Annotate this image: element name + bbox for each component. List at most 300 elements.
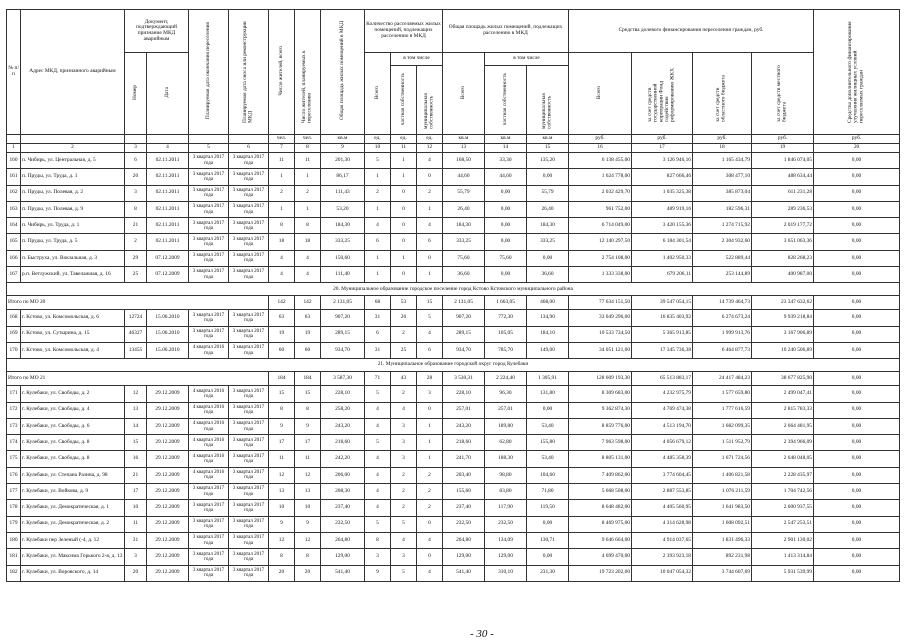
table-cell: 111,40: [321, 267, 365, 283]
total-cell: 128 609 193,30: [569, 372, 632, 386]
table-cell: 26,40: [443, 201, 485, 217]
table-cell: 0: [417, 516, 443, 532]
table-cell: 1: [269, 169, 295, 185]
table-cell: 1: [269, 201, 295, 217]
table-cell: 961 752,00: [569, 201, 632, 217]
table-cell: 0,00: [814, 516, 900, 532]
table-cell: 4: [365, 418, 391, 434]
table-cell: 12724: [125, 310, 147, 326]
table-cell: 130,71: [527, 532, 569, 548]
table-cell: 2 032 429,70: [569, 185, 632, 201]
table-cell: 1 035 325,38: [632, 185, 693, 201]
table-cell: 1: [295, 201, 321, 217]
table-cell: 0,00: [814, 185, 900, 201]
table-cell: 31: [365, 310, 391, 326]
table-cell: 3 квартал 2017 года: [229, 153, 269, 169]
table-cell: 679 206,11: [632, 267, 693, 283]
table-cell: 12: [269, 467, 295, 483]
table-cell: 2 754 108,00: [569, 250, 632, 266]
column-number-cell: 12: [417, 144, 443, 153]
table-cell: 6 714 049,00: [569, 218, 632, 234]
table-cell: 17: [269, 435, 295, 451]
table-cell: 0,00: [485, 201, 527, 217]
column-number-cell: 3: [125, 144, 147, 153]
hdr-qty-municipal: муниципальная собственность: [417, 66, 443, 135]
table-cell: 3 квартал 2017 года: [229, 218, 269, 234]
table-cell: 232,50: [485, 516, 527, 532]
table-cell: 29.12.2009: [147, 451, 189, 467]
table-cell: 934,70: [443, 342, 485, 358]
table-cell: 5: [365, 153, 391, 169]
table-cell: 3: [391, 418, 417, 434]
unit-cell: руб.: [632, 135, 693, 144]
table-cell: 6 138 455,00: [569, 153, 632, 169]
table-cell: п. Быструха, ул. Вокзальная, д. 3: [21, 250, 125, 266]
table-cell: 11: [125, 516, 147, 532]
table-cell: 4: [365, 218, 391, 234]
table-cell: 2: [391, 467, 417, 483]
table-cell: 2: [295, 185, 321, 201]
unit-cell: ед.: [391, 135, 417, 144]
table-header: [7, 10, 900, 153]
table-cell: 232,50: [443, 516, 485, 532]
table-cell: 489 919,16: [632, 201, 693, 217]
table-cell: 9: [295, 418, 321, 434]
table-cell: 3: [417, 386, 443, 402]
table-cell: 12: [295, 467, 321, 483]
table-cell: 184,10: [527, 326, 569, 342]
table-cell: 55,79: [443, 185, 485, 201]
table-cell: 117,90: [485, 500, 527, 516]
table-cell: 3: [391, 435, 417, 451]
unit-cell: [229, 135, 269, 144]
table-cell: 3 квартал 2017 года: [229, 267, 269, 283]
total-cell: 65 513 883,17: [632, 372, 693, 386]
table-cell: 26: [391, 310, 417, 326]
table-cell: 36,60: [527, 267, 569, 283]
unit-cell: кв.м: [485, 135, 527, 144]
table-cell: 18: [295, 234, 321, 250]
table-cell: 3: [391, 549, 417, 565]
hdr-fund-local: за счет средств местного бюджета: [752, 53, 814, 135]
table-cell: 163: [7, 201, 21, 217]
total-cell: 43: [391, 372, 417, 386]
table-cell: 208,30: [321, 484, 365, 500]
table-cell: 155,60: [443, 484, 485, 500]
table-cell: 1 511 952,79: [693, 435, 752, 451]
table-cell: 0,00: [814, 250, 900, 266]
table-cell: 14: [125, 418, 147, 434]
table-cell: 02.11.2011: [147, 185, 189, 201]
table-cell: 4: [295, 250, 321, 266]
table-cell: 29.12.2009: [147, 549, 189, 565]
table-cell: 0,00: [814, 169, 900, 185]
table-cell: 4 232 975,79: [632, 386, 693, 402]
table-cell: 16: [125, 451, 147, 467]
table-cell: 934,70: [321, 342, 365, 358]
table-cell: 2 304 932,60: [693, 234, 752, 250]
table-row: [7, 402, 900, 418]
table-cell: 160: [7, 153, 21, 169]
table-row: [7, 185, 900, 201]
table-cell: 179: [7, 516, 21, 532]
table-cell: 206,00: [321, 467, 365, 483]
table-row: [7, 386, 900, 402]
table-cell: п. Пруды, ул. Полевая, д. 2: [21, 185, 125, 201]
unit-cell: руб.: [814, 135, 900, 144]
unit-cell: чел.: [269, 135, 295, 144]
table-cell: 15: [125, 435, 147, 451]
table-cell: 8: [365, 532, 391, 548]
table-cell: 541,40: [443, 565, 485, 581]
table-cell: 129,00: [321, 549, 365, 565]
column-number-cell: 5: [189, 144, 229, 153]
table-cell: 3 квартал 2017 года: [189, 310, 229, 326]
table-cell: 3 квартал 2017 года: [229, 342, 269, 358]
table-cell: 241,70: [443, 451, 485, 467]
column-number-cell: 2: [21, 144, 125, 153]
hdr-fund-group: Средства долевого финансирования переселения граждан, руб.: [569, 10, 814, 53]
table-cell: 2 664 481,95: [752, 418, 814, 434]
total-cell: 77 634 151,50: [569, 296, 632, 310]
table-cell: 0,00: [814, 310, 900, 326]
table-cell: 13: [269, 484, 295, 500]
hdr-qty-group: Количество расселяемых жилых помещений, подлежащих расселению в МКД: [365, 10, 443, 53]
table-cell: г. Кулебаки, ул. Свободы, д. 6: [21, 418, 125, 434]
table-cell: 11: [269, 153, 295, 169]
table-cell: 2 600 937,55: [752, 500, 814, 516]
table-cell: 165: [7, 234, 21, 250]
table-cell: 29.12.2009: [147, 402, 189, 418]
table-cell: 20: [125, 565, 147, 581]
hdr-doc: Документ, подтверждающий признание МКД аварийным: [125, 10, 189, 53]
table-cell: 4 056 679,12: [632, 435, 693, 451]
total-cell: 2 131,05: [321, 296, 365, 310]
table-cell: 29.12.2009: [147, 435, 189, 451]
total-cell: 3 530,31: [443, 372, 485, 386]
table-cell: 310,10: [485, 565, 527, 581]
table-cell: 385 873,04: [693, 185, 752, 201]
table-cell: 53,20: [321, 201, 365, 217]
table-cell: 155,80: [527, 435, 569, 451]
table-cell: 75,60: [485, 250, 527, 266]
column-number-row: [7, 144, 900, 153]
table-cell: 9: [365, 565, 391, 581]
table-cell: 289,15: [321, 326, 365, 342]
table-row: [7, 326, 900, 342]
table-row: [7, 418, 900, 434]
table-cell: 4: [417, 218, 443, 234]
column-number-cell: 20: [814, 144, 900, 153]
table-cell: 167: [7, 267, 21, 283]
table-cell: 1 608 092,51: [693, 516, 752, 532]
table-cell: 15: [269, 386, 295, 402]
table-cell: 4: [417, 153, 443, 169]
hdr-residents-plan: Число жителей, планируемых к переселению: [295, 10, 321, 135]
total-cell: 0,00: [814, 296, 900, 310]
table-cell: 2 547 253,51: [752, 516, 814, 532]
unit-cell: [7, 135, 21, 144]
table-cell: 4: [269, 250, 295, 266]
table-cell: 0,00: [527, 250, 569, 266]
table-cell: 62,80: [485, 435, 527, 451]
section-row: [7, 359, 900, 372]
table-cell: 3 квартал 2017 года: [229, 201, 269, 217]
table-row: [7, 516, 900, 532]
table-cell: 9 646 664,00: [569, 532, 632, 548]
table-cell: 1: [391, 250, 417, 266]
table-cell: г. Кулебаки, ул. Свободы, д. 8: [21, 435, 125, 451]
table-cell: 3 квартал 2017 года: [229, 185, 269, 201]
table-cell: 02.11.2011: [147, 234, 189, 250]
table-cell: 785,70: [485, 342, 527, 358]
table-cell: 1 999 913,76: [693, 326, 752, 342]
table-cell: 0,00: [527, 402, 569, 418]
table-cell: 522 889,44: [693, 250, 752, 266]
total-cell: 24 417 484,23: [693, 372, 752, 386]
table-cell: 4 914 037,65: [632, 532, 693, 548]
table-cell: 184,30: [527, 218, 569, 234]
table-cell: 19: [295, 326, 321, 342]
table-cell: 149,00: [527, 342, 569, 358]
table-row: [7, 549, 900, 565]
table-cell: п. Пруды, ул. Полевая, д. 9: [21, 201, 125, 217]
table-cell: 9 939 218,84: [752, 310, 814, 326]
table-cell: 150,60: [321, 250, 365, 266]
table-cell: 5: [417, 310, 443, 326]
table-cell: 541,40: [321, 565, 365, 581]
table-cell: 21: [125, 218, 147, 234]
table-cell: 3 квартал 2017 года: [229, 402, 269, 418]
table-cell: 168,50: [443, 153, 485, 169]
table-cell: 162: [7, 185, 21, 201]
table-cell: 20: [295, 565, 321, 581]
table-row: [7, 451, 900, 467]
table-cell: 0: [417, 549, 443, 565]
table-cell: 4: [365, 500, 391, 516]
total-cell: 71: [365, 372, 391, 386]
table-cell: 02.11.2011: [147, 218, 189, 234]
table-cell: 0,00: [814, 565, 900, 581]
table-cell: 3 квартал 2017 года: [229, 532, 269, 548]
table-cell: 134,90: [527, 310, 569, 326]
table-cell: 16 835 403,92: [632, 310, 693, 326]
table-row: [7, 310, 900, 326]
table-cell: 3 квартал 2017 года: [189, 185, 229, 201]
unit-cell: руб.: [752, 135, 814, 144]
table-cell: 119,50: [527, 500, 569, 516]
table-cell: 184,30: [443, 218, 485, 234]
table-cell: 0: [417, 169, 443, 185]
table-cell: 3: [391, 451, 417, 467]
table-cell: п. Чибирь, ул. Труда, д. 1: [21, 218, 125, 234]
table-cell: 63: [269, 310, 295, 326]
table-cell: 3 квартал 2017 года: [189, 326, 229, 342]
table-cell: г. Кулебаки, ул. Степана Разина, д. 98: [21, 467, 125, 483]
table-cell: 4 769 474,38: [632, 402, 693, 418]
table-cell: 29.12.2009: [147, 484, 189, 500]
hdr-area-municipal: муниципальная собственность: [527, 66, 569, 135]
table-cell: п. Пруды, ул. Труда, д. 5: [21, 234, 125, 250]
table-cell: г. Кулебаки, ул. Демократическая, д. 1: [21, 500, 125, 516]
column-number-cell: 13: [443, 144, 485, 153]
table-cell: 253 144,89: [693, 267, 752, 283]
table-cell: г. Кстово, ул. Комсомольская, д. 4: [21, 342, 125, 358]
table-cell: 173: [7, 418, 21, 434]
table-cell: 2 228 435,97: [752, 467, 814, 483]
column-number-cell: 17: [632, 144, 693, 153]
table-cell: 3 квартал 2017 года: [229, 435, 269, 451]
table-cell: 3 квартал 2017 года: [189, 234, 229, 250]
table-cell: 4: [417, 326, 443, 342]
table-cell: 3 651 063,36: [752, 234, 814, 250]
table-cell: 1 671 724,56: [693, 451, 752, 467]
table-cell: 1 641 983,50: [693, 500, 752, 516]
total-cell: 1 305,91: [527, 372, 569, 386]
table-cell: 10: [269, 500, 295, 516]
hdr-area-private: частная собственность: [485, 66, 527, 135]
table-cell: 8 648 482,00: [569, 500, 632, 516]
table-cell: 8 469 975,00: [569, 516, 632, 532]
table-cell: 1: [365, 169, 391, 185]
table-cell: 4 699 470,00: [569, 549, 632, 565]
table-cell: 3 квартал 2017 года: [189, 153, 229, 169]
table-cell: 2 648 048,05: [752, 451, 814, 467]
total-cell: 53: [391, 296, 417, 310]
table-cell: 3 квартал 2017 года: [189, 565, 229, 581]
table-cell: 2: [365, 185, 391, 201]
table-cell: 4: [365, 467, 391, 483]
table-cell: 5: [365, 386, 391, 402]
table-cell: 12 140 297,50: [569, 234, 632, 250]
table-cell: 2: [125, 234, 147, 250]
table-cell: 177: [7, 484, 21, 500]
table-cell: 21: [125, 467, 147, 483]
total-cell: 14 739 464,73: [693, 296, 752, 310]
table-cell: 3 квартал 2017 года: [229, 250, 269, 266]
table-cell: 0: [391, 234, 417, 250]
table-cell: 3 126 946,16: [632, 153, 693, 169]
table-cell: 184,30: [321, 218, 365, 234]
table-cell: 0,00: [814, 418, 900, 434]
table-cell: 83,80: [485, 484, 527, 500]
unit-cell: ед.: [417, 135, 443, 144]
table-cell: 4: [417, 532, 443, 548]
table-cell: 166: [7, 250, 21, 266]
table-cell: 4 квартал 2016 года: [189, 402, 229, 418]
table-cell: 237,40: [443, 500, 485, 516]
table-cell: 4 314 628,98: [632, 516, 693, 532]
hdr-fund-region: за счет средств областного бюджета: [693, 53, 752, 135]
table-cell: 488 634,44: [752, 169, 814, 185]
table-cell: 33,30: [485, 153, 527, 169]
table-cell: 1 274 715,92: [693, 218, 752, 234]
table-cell: 1: [417, 418, 443, 434]
table-cell: 104,60: [527, 467, 569, 483]
table-cell: 3 квартал 2017 года: [189, 169, 229, 185]
table-cell: 2: [269, 185, 295, 201]
hdr-area-sub-total: Всего: [443, 53, 485, 135]
table-row: [7, 250, 900, 266]
table-cell: 60: [295, 342, 321, 358]
table-cell: 231,30: [527, 565, 569, 581]
table-cell: 0,00: [814, 549, 900, 565]
table-cell: 3 квартал 2017 года: [189, 218, 229, 234]
table-cell: 182 596,31: [693, 201, 752, 217]
table-cell: 29.12.2009: [147, 532, 189, 548]
table-cell: 6 274 673,24: [693, 310, 752, 326]
table-cell: 0: [391, 218, 417, 234]
table-cell: 19: [269, 326, 295, 342]
table-cell: 2 901 130,02: [752, 532, 814, 548]
table-cell: 135,20: [527, 153, 569, 169]
table-cell: 11: [269, 451, 295, 467]
table-cell: 0: [417, 250, 443, 266]
total-cell: 468,00: [527, 296, 569, 310]
table-cell: 9: [269, 418, 295, 434]
total-row: [7, 296, 900, 310]
table-cell: 218,60: [443, 435, 485, 451]
table-cell: р.п. Ветлужский, ул. Тавелажная, д. 16: [21, 267, 125, 283]
table-cell: 6: [365, 234, 391, 250]
table-cell: 17: [125, 484, 147, 500]
table-cell: 15.06.2010: [147, 310, 189, 326]
table-cell: 0,00: [814, 435, 900, 451]
table-cell: 180: [7, 532, 21, 548]
table-cell: 611 231,28: [752, 185, 814, 201]
table-cell: 1 413 314,84: [752, 549, 814, 565]
column-number-cell: 15: [527, 144, 569, 153]
table-cell: 4: [417, 565, 443, 581]
table-cell: 31: [125, 532, 147, 548]
table-cell: 203,40: [443, 467, 485, 483]
table-cell: 0,00: [814, 267, 900, 283]
table-cell: 5 365 913,85: [632, 326, 693, 342]
table-cell: 1: [295, 169, 321, 185]
table-cell: 3 квартал 2017 года: [229, 549, 269, 565]
table-cell: 3 квартал 2017 года: [229, 234, 269, 250]
table-cell: 0,00: [527, 516, 569, 532]
table-row: [7, 201, 900, 217]
table-cell: 3 квартал 2017 года: [229, 169, 269, 185]
table-cell: 0,00: [814, 402, 900, 418]
total-cell: 23 347 632,62: [752, 296, 814, 310]
hdr-area-incl: в том числе: [485, 53, 569, 66]
table-cell: 4 513 194,70: [632, 418, 693, 434]
table-cell: 3: [125, 185, 147, 201]
table-cell: 4 квартал 2016 года: [189, 467, 229, 483]
table-cell: г. Кулебаки, ул. Демократическая, д. 2: [21, 516, 125, 532]
table-cell: 46327: [125, 326, 147, 342]
table-cell: 0,00: [814, 500, 900, 516]
table-cell: 29.12.2009: [147, 386, 189, 402]
table-cell: 4: [295, 267, 321, 283]
table-cell: 1 831 496,33: [693, 532, 752, 548]
hdr-address: Адрес МКД, признанного аварийным: [21, 10, 125, 135]
table-cell: 3 квартал 2017 года: [189, 484, 229, 500]
column-number-cell: 10: [365, 144, 391, 153]
table-cell: 15.06.2010: [147, 326, 189, 342]
table-cell: 3 квартал 2017 года: [189, 516, 229, 532]
table-cell: 907,20: [321, 310, 365, 326]
resettlement-table: [6, 9, 900, 582]
table-cell: 2 393 923,18: [632, 549, 693, 565]
table-cell: 772,30: [485, 310, 527, 326]
section-title: 21. Муниципальное образование городской округ город Кулебаки: [7, 359, 900, 372]
table-cell: 131,80: [527, 386, 569, 402]
table-cell: 3 квартал 2017 года: [229, 326, 269, 342]
column-number-cell: 8: [295, 144, 321, 153]
